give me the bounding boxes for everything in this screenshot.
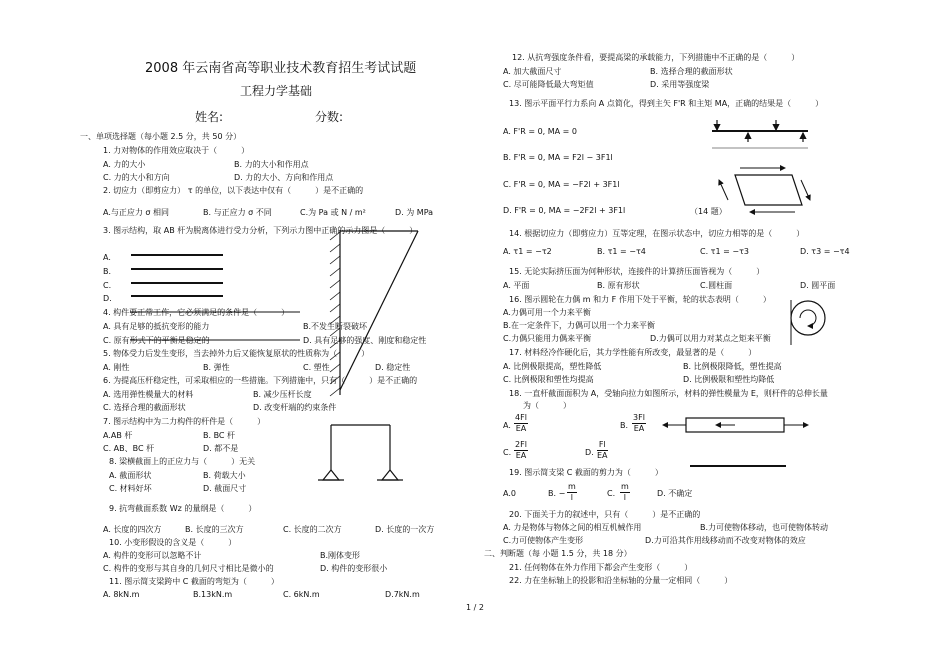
q18-option-d-label: D. xyxy=(585,448,594,457)
q6-option-b: B. 减少压杆长度 xyxy=(253,390,312,399)
q18b-den: EA xyxy=(633,424,645,433)
q18a-den: EA xyxy=(515,424,527,433)
q9-option-d: D. 长度的一次方 xyxy=(375,525,435,534)
q8-option-b: B. 荷载大小 xyxy=(203,471,246,480)
q18-axial-bar-figure xyxy=(663,418,808,432)
q7-option-d: D. 都不是 xyxy=(203,444,239,453)
question-13: 13. 图示平面平行力系向 A 点简化，得到主矢 F'R 和主矩 MA，正确的结果是（ ） xyxy=(509,99,824,108)
question-7: 7. 图示结构中为二力构件的杆件是（ ） xyxy=(103,417,266,426)
q15-option-d: D. 圆平面 xyxy=(800,281,836,290)
q19-option-a: A.0 xyxy=(503,489,516,498)
q4-option-c: C. 原有形式下的平衡是稳定的 xyxy=(103,336,210,345)
q7-option-b: B. BC 杆 xyxy=(203,431,236,440)
q1-option-d: D. 力的大小、方向和作用点 xyxy=(234,173,334,182)
q3-option-a: A. xyxy=(103,253,111,262)
question-4: 4. 构件要正常工作，它必须满足的条件是（ ） xyxy=(103,308,290,317)
question-2: 2. 切应力（即剪应力） τ 的单位，以下表达中仅有（ ）是不正确的 xyxy=(103,186,364,195)
q5-option-d: D. 稳定性 xyxy=(375,363,411,372)
question-10: 10. 小变形假设的含义是（ ） xyxy=(109,538,237,547)
q14-shear-element-figure xyxy=(719,168,810,212)
question-17: 17. 材料经冷作硬化后，其力学性能有所改变，最显著的是（ ） xyxy=(509,348,757,357)
q17-option-a: A. 比例极限提高，塑性降低 xyxy=(503,362,602,371)
q15-option-a: A. 平面 xyxy=(503,281,530,290)
q7-frame-figure xyxy=(318,425,403,480)
question-21: 21. 任何物体在外力作用下都会产生变形（ ） xyxy=(509,563,693,572)
q7-option-a: A.AB 杆 xyxy=(103,431,133,440)
q19b-num: m xyxy=(568,482,576,491)
q14-option-d: D. τ3 = −τ4 xyxy=(800,247,850,256)
q8-option-d: D. 截面尺寸 xyxy=(203,484,247,493)
q8-option-a: A. 截面形状 xyxy=(109,471,152,480)
question-9: 9. 抗弯截面系数 Wz 的量纲是（ ） xyxy=(109,504,257,513)
question-22: 22. 力在坐标轴上的投影和沿坐标轴的分量一定相同（ ） xyxy=(509,576,733,585)
question-18-cont: 为（ ） xyxy=(523,401,571,410)
q14-option-a: A. τ1 = −τ2 xyxy=(503,247,552,256)
q14-option-b: B. τ1 = −τ4 xyxy=(597,247,646,256)
q10-option-c: C. 构件的变形与其自身的几何尺寸相比是微小的 xyxy=(103,564,274,573)
section-1-heading: 一、单项选择题（每小题 2.5 分，共 50 分） xyxy=(80,132,242,141)
q19c-num: m xyxy=(621,482,629,491)
q18c-den: EA xyxy=(515,451,527,460)
q2-option-d: D. 为 MPa xyxy=(395,208,434,217)
q13-option-d: D. F'R = 0, MA = −2F2l + 3F1l xyxy=(503,206,626,215)
question-8: 8. 梁横截面上的正应力与（ ）无关 xyxy=(109,457,256,466)
q1-option-a: A. 力的大小 xyxy=(103,160,146,169)
question-3: 3. 图示结构，取 AB 杆为脱离体进行受力分析，下列示力图中正确的示力图是（ ） xyxy=(103,226,418,235)
q5-option-c: C. 塑性 xyxy=(303,363,330,372)
q20-option-a: A. 力是物体与物体之间的相互机械作用 xyxy=(503,523,642,532)
q1-option-b: B. 力的大小和作用点 xyxy=(234,160,309,169)
q19-option-b-label: B. − xyxy=(548,489,566,498)
q12-option-b: B. 选择合理的截面形状 xyxy=(650,67,733,76)
q9-option-a: A. 长度的四次方 xyxy=(103,525,162,534)
q12-option-a: A. 加大截面尺寸 xyxy=(503,67,562,76)
q19-option-d: D. 不确定 xyxy=(657,489,693,498)
q10-option-b: B.刚体变形 xyxy=(320,551,361,560)
q19b-den: l xyxy=(570,493,574,502)
q17-option-d: D. 比例极限和塑性均降低 xyxy=(683,375,775,384)
q18d-den: EA xyxy=(597,451,608,460)
q18-option-b-label: B. xyxy=(620,421,629,430)
q2-option-a: A.与正应力 σ 相同 xyxy=(103,208,170,217)
q2-option-b: B. 与正应力 σ 不同 xyxy=(203,208,272,217)
q15-option-b: B. 原有形状 xyxy=(597,281,640,290)
q18-option-a-label: A. xyxy=(503,421,511,430)
q14-figure-caption: （14 题） xyxy=(690,207,727,216)
question-20: 20. 下面关于力的叙述中，只有（ ）是不正确的 xyxy=(509,510,701,519)
q2-option-c: C.为 Pa 或 N / m² xyxy=(300,208,366,217)
question-11: 11. 图示简支梁跨中 C 截面的弯矩为（ ） xyxy=(109,577,279,586)
q9-option-b: B. 长度的三次方 xyxy=(185,525,244,534)
question-15: 15. 无论实际挤压面为何种形状，连接件的计算挤压面皆视为（ ） xyxy=(509,267,765,276)
q18a-num: 4Fl xyxy=(515,413,527,422)
q20-option-c: C.力可使物体产生变形 xyxy=(503,536,584,545)
q7-option-c: C. AB、BC 杆 xyxy=(103,444,155,453)
subject-title: 工程力学基础 xyxy=(240,84,313,98)
question-1: 1. 力对物体的作用效应取决于（ ） xyxy=(103,146,250,155)
q9-option-c: C. 长度的二次方 xyxy=(283,525,342,534)
page-number: 1 / 2 xyxy=(466,603,484,612)
exam-title: 2008 年云南省高等职业技术教育招生考试试题 xyxy=(145,61,417,76)
q14-option-c: C. τ1 = −τ3 xyxy=(700,247,749,256)
question-18: 18. 一直杆截面面积为 A，受轴向拉力如图所示，材料的弹性模量为 E，则杆件的总伸长量 xyxy=(509,389,828,398)
q18c-num: 2Fl xyxy=(515,440,527,449)
q12-option-d: D. 采用等强度梁 xyxy=(650,80,710,89)
q18d-num: Fl xyxy=(598,440,606,449)
q5-option-b: B. 弹性 xyxy=(203,363,230,372)
question-5: 5. 物体受力后发生变形，当去掉外力后又能恢复原状的性质称为（ ） xyxy=(103,349,370,358)
q1-option-c: C. 力的大小和方向 xyxy=(103,173,170,182)
q19c-den: l xyxy=(623,493,627,502)
name-label: 姓名: xyxy=(195,110,224,124)
q3-option-d: D. xyxy=(103,294,112,303)
q11-option-d: D.7kN.m xyxy=(385,590,420,599)
q6-option-a: A. 选用弹性模量大的材料 xyxy=(103,390,194,399)
q17-option-b: B. 比例极限降低，塑性提高 xyxy=(683,362,782,371)
q11-option-a: A. 8kN.m xyxy=(103,590,140,599)
q3-structure-figure xyxy=(330,230,418,396)
q8-option-c: C. 材料好坏 xyxy=(109,484,152,493)
q13-option-a: A. F'R = 0, MA = 0 xyxy=(503,127,577,136)
q3-option-b: B. xyxy=(103,267,112,276)
q6-option-d: D. 改变杆端的约束条件 xyxy=(253,403,337,412)
q4-option-b: B.不发生断裂破坏 xyxy=(303,322,368,331)
score-label: 分数: xyxy=(315,110,344,124)
q20-option-d: D.力可沿其作用线移动而不改变对物体的效应 xyxy=(645,536,806,545)
q16-option-a: A.力偶可用一个力来平衡 xyxy=(503,308,591,317)
q6-option-c: C. 选择合理的截面形状 xyxy=(103,403,186,412)
q3-option-c: C. xyxy=(103,281,112,290)
q13-force-figure xyxy=(712,120,808,148)
q16-option-b: B.在一定条件下，力偶可以用一个力来平衡 xyxy=(503,321,656,330)
q18-option-c-label: C. xyxy=(503,448,512,457)
q12-option-c: C. 尽可能降低最大弯矩值 xyxy=(503,80,594,89)
q13-option-b: B. F'R = 0, MA = F2l − 3F1l xyxy=(503,153,613,162)
q19-option-c-label: C. xyxy=(607,489,616,498)
q10-option-d: D. 构件的变形很小 xyxy=(320,564,388,573)
q4-option-a: A. 具有足够的抵抗变形的能力 xyxy=(103,322,210,331)
section-2-heading: 二、判断题（每 小题 1.5 分，共 18 分） xyxy=(484,549,632,558)
q16-wheel-figure xyxy=(791,300,825,345)
question-12: 12. 从抗弯强度条件看，要提高梁的承载能力，下列措施中不正确的是（ ） xyxy=(512,53,800,62)
q11-option-b: B.13kN.m xyxy=(193,590,233,599)
question-19: 19. 图示简支梁 C 截面的剪力为（ ） xyxy=(509,468,663,477)
q17-option-c: C. 比例极限和塑性均提高 xyxy=(503,375,594,384)
q16-option-d: D.力偶可以用力对某点之矩来平衡 xyxy=(650,334,771,343)
q11-option-c: C. 6kN.m xyxy=(283,590,320,599)
q5-option-a: A. 刚性 xyxy=(103,363,130,372)
q10-option-a: A. 构件的变形可以忽略不计 xyxy=(103,551,202,560)
q15-option-c: C.圆柱面 xyxy=(700,281,733,290)
q13-option-c: C. F'R = 0, MA = −F2l + 3F1l xyxy=(503,180,620,189)
q20-option-b: B.力可使物体移动，也可使物体转动 xyxy=(700,523,829,532)
q18b-num: 3Fl xyxy=(633,413,645,422)
q4-option-d: D. 具有足够的强度、刚度和稳定性 xyxy=(303,336,427,345)
q16-option-c: C.力偶只能用力偶来平衡 xyxy=(503,334,592,343)
question-16: 16. 图示圆轮在力偶 m 和力 F 作用下处于平衡，轮的状态表明（ ） xyxy=(509,295,771,304)
question-6: 6. 为提高压杆稳定性，可采取相应的一些措施。下列措施中，只有（ ）是不正确的 xyxy=(103,376,418,385)
question-14: 14. 根据切应力（即剪应力）互等定理，在图示状态中，切应力相等的是（ ） xyxy=(509,229,805,238)
